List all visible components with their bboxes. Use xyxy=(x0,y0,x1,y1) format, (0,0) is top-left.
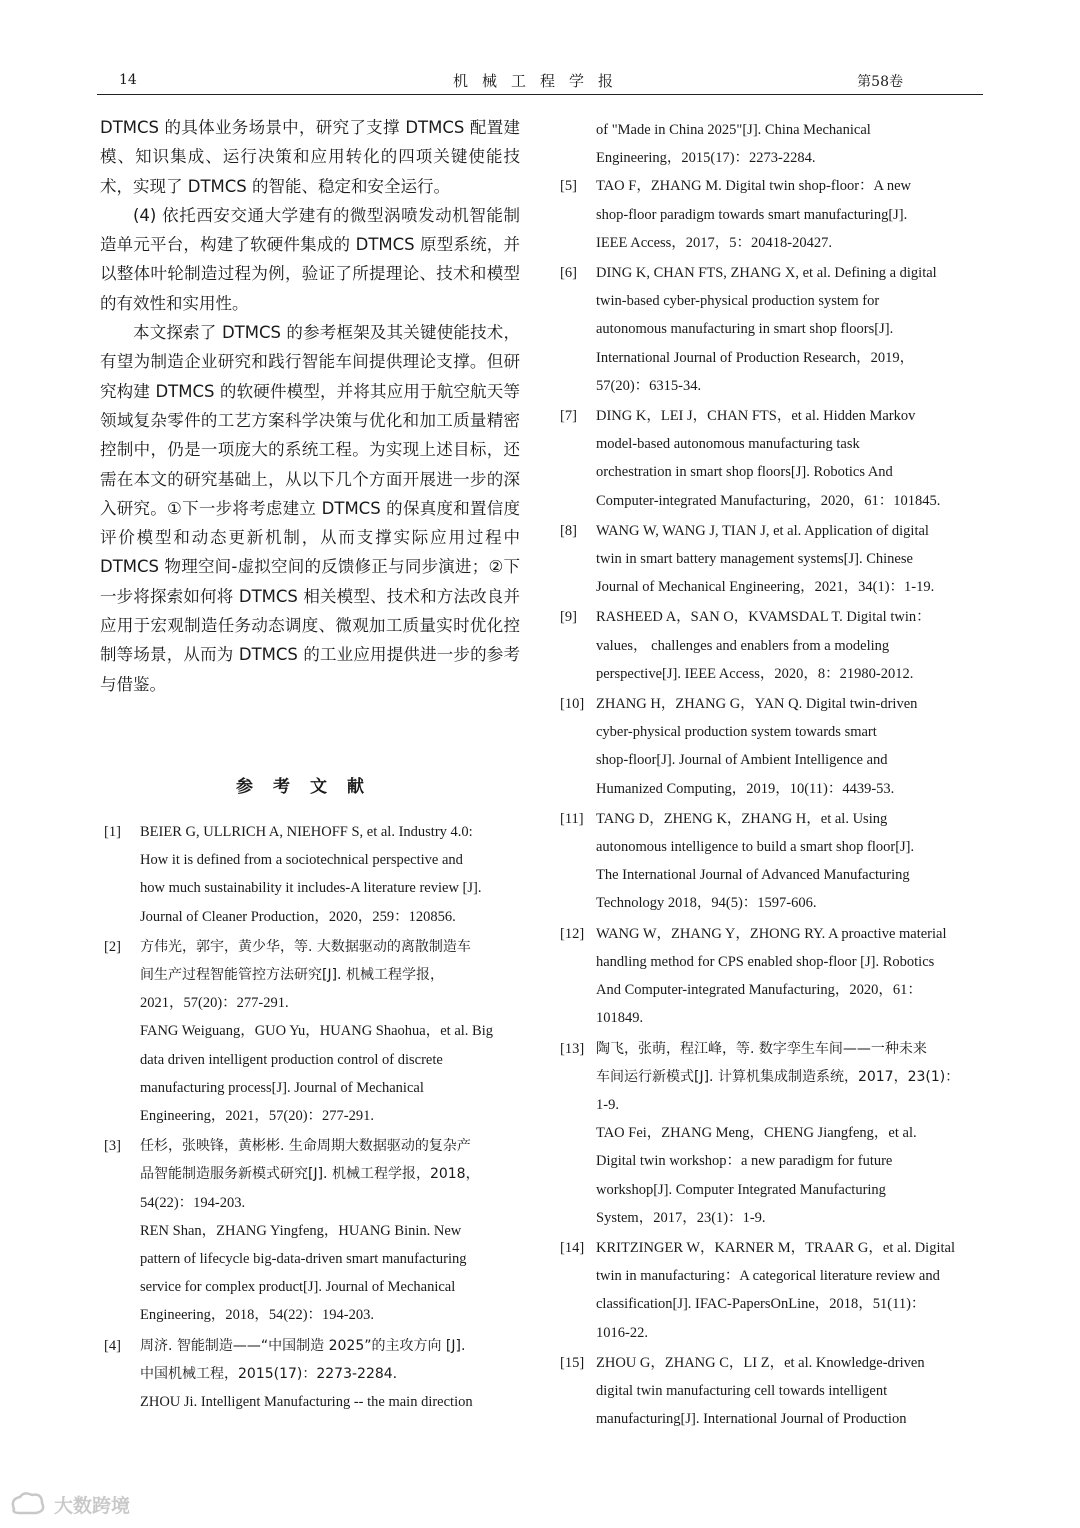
reference-line: pattern of lifecycle big-data-driven smart manufacturing xyxy=(140,1251,467,1268)
reference-line: data driven intelligent production control of discrete xyxy=(140,1051,443,1068)
reference-number: [6] xyxy=(560,265,577,282)
reference-number: [8] xyxy=(560,522,577,539)
reference-number: [2] xyxy=(104,938,121,955)
reference-item xyxy=(560,1234,980,1347)
reference-item xyxy=(560,603,980,688)
reference-line: KRITZINGER W，KARNER M，TRAAR G，et al. Digital xyxy=(596,1239,955,1256)
body-text xyxy=(100,113,520,699)
paragraph: (4) 依托西安交通大学建有的微型涡喷发动机智能制造单元平台，构建了软硬件集成的 DTMCS 原型系统，并以整体叶轮制造过程为例，验证了所提理论、技术和模型的有效性和实用性。 xyxy=(100,205,520,313)
reference-line: 陶飞，张萌，程江峰，等. 数字孪生车间——一种未来 xyxy=(596,1040,927,1057)
references-heading: 参考文献 xyxy=(236,777,384,797)
reference-item xyxy=(104,933,522,1130)
reference-number: [7] xyxy=(560,408,577,425)
reference-line: Engineering，2018，54(22)：194-203. xyxy=(140,1307,374,1324)
reference-line: Journal of Cleaner Production，2020，259：120856. xyxy=(140,908,456,925)
reference-line: digital twin manufacturing cell towards intelligent xyxy=(596,1382,888,1399)
reference-line: service for complex product[J]. Journal of Mechanical xyxy=(140,1279,456,1296)
reference-line: twin-based cyber-physical production system for xyxy=(596,293,880,310)
reference-line: 品智能制造服务新模式研究[J]. 机械工程学报，2018， xyxy=(140,1166,480,1183)
reference-line: cyber-physical production system towards smart xyxy=(596,724,877,741)
volume-label: 第58卷 xyxy=(857,74,903,90)
reference-number: [10] xyxy=(560,696,585,713)
reference-line: System，2017，23(1)：1-9. xyxy=(596,1209,766,1226)
reference-item xyxy=(560,172,980,257)
reference-line: 1016-22. xyxy=(596,1324,648,1341)
reference-line: IEEE Access，2017，5：20418-20427. xyxy=(596,234,832,251)
reference-number: [13] xyxy=(560,1040,585,1057)
reference-line: WANG W, WANG J, TIAN J, et al. Application of digital xyxy=(596,522,929,539)
reference-line: 57(20)：6315-34. xyxy=(596,377,702,394)
reference-line: WANG W，ZHANG Y，ZHONG RY. A proactive material xyxy=(596,925,947,942)
reference-item xyxy=(560,920,980,1033)
reference-line: TAO F，ZHANG M. Digital twin shop-floor：A new xyxy=(596,178,911,195)
reference-line: shop-floor paradigm towards smart manufacturing[J]. xyxy=(596,206,908,223)
reference-line: 2021，57(20)：277-291. xyxy=(140,995,289,1012)
reference-line: FANG Weiguang，GUO Yu，HUANG Shaohua，et al. Big xyxy=(140,1023,493,1040)
reference-line: 周济. 智能制造——“中国制造 2025”的主攻方向 [J]. xyxy=(140,1337,466,1354)
reference-line: twin in smart battery management systems[J]. Chinese xyxy=(596,551,913,568)
watermark-text: 大数跨境 xyxy=(54,1494,131,1517)
page-header xyxy=(97,68,983,95)
reference-number: [9] xyxy=(560,609,577,626)
reference-item xyxy=(560,259,980,400)
reference-line: manufacturing process[J]. Journal of Mechanical xyxy=(140,1079,424,1096)
reference-line: workshop[J]. Computer Integrated Manufacturing xyxy=(596,1181,886,1198)
reference-item xyxy=(560,1035,980,1232)
reference-line: BEIER G, ULLRICH A, NIEHOFF S, et al. Industry 4.0: xyxy=(140,824,473,840)
reference-line: How it is defined from a sociotechnical perspective and xyxy=(140,852,463,869)
reference-number: [3] xyxy=(104,1138,121,1155)
reference-line: Engineering，2021，57(20)：277-291. xyxy=(140,1108,374,1125)
reference-line: 54(22)：194-203. xyxy=(140,1194,246,1211)
reference-number: [11] xyxy=(560,810,584,827)
reference-line: Humanized Computing，2019，10(11)：4439-53. xyxy=(596,780,895,797)
reference-line: 中国机械工程，2015(17)：2273-2284. xyxy=(140,1365,398,1382)
references-left-column xyxy=(104,818,522,1418)
reference-item xyxy=(560,1349,980,1434)
reference-item xyxy=(560,690,980,803)
reference-line: orchestration in smart shop floors[J]. Robotics And xyxy=(596,464,893,481)
reference-item xyxy=(560,402,980,515)
reference-item xyxy=(560,805,980,918)
references-right-column xyxy=(560,116,980,1435)
reference-number: [4] xyxy=(104,1337,121,1354)
reference-line: RASHEED A，SAN O，KVAMSDAL T. Digital twin： xyxy=(596,609,931,626)
reference-line: Journal of Mechanical Engineering，2021，34(1)：1-19. xyxy=(596,579,935,596)
reference-number: [14] xyxy=(560,1239,585,1256)
reference-line: 方伟光，郭宇，黄少华，等. 大数据驱动的离散制造车 xyxy=(140,938,471,955)
reference-line: The International Journal of Advanced Manufacturing xyxy=(596,867,910,884)
reference-line: 间生产过程智能管控方法研究[J]. 机械工程学报， xyxy=(140,967,444,984)
reference-line: TANG D，ZHENG K，ZHANG H，et al. Using xyxy=(596,810,888,827)
reference-number: [12] xyxy=(560,925,585,942)
reference-line: 101849. xyxy=(596,1010,644,1027)
reference-line: of "Made in China 2025"[J]. China Mechanical xyxy=(596,122,871,138)
reference-line: autonomous manufacturing in smart shop floors[J]. xyxy=(596,321,894,338)
watermark-logo-icon xyxy=(8,1489,48,1519)
reference-line: classification[J]. IFAC-PapersOnLine，2018，51(11)： xyxy=(596,1296,926,1313)
reference-item xyxy=(104,818,522,931)
reference-line: shop-floor[J]. Journal of Ambient Intelligence and xyxy=(596,752,888,769)
reference-line: Engineering，2015(17)：2273-2284. xyxy=(596,150,816,167)
page-number: 14 xyxy=(119,72,137,88)
reference-line: 车间运行新模式[J]. 计算机集成制造系统，2017，23(1)： xyxy=(596,1068,960,1085)
reference-line: how much sustainability it includes-A literature review [J]. xyxy=(140,880,482,897)
reference-line: ZHOU G，ZHANG C，LI Z，et al. Knowledge-driven xyxy=(596,1354,925,1371)
reference-line: And Computer-integrated Manufacturing，2020，61： xyxy=(596,982,922,999)
reference-number: [15] xyxy=(560,1354,585,1371)
reference-line: DING K，LEI J，CHAN FTS，et al. Hidden Markov xyxy=(596,408,916,425)
reference-line: values， challenges and enablers from a modeling xyxy=(596,637,890,654)
paragraph: 本文探索了 DTMCS 的参考框架及其关键使能技术，有望为制造企业研究和践行智能车间提供理论支撑。但研究构建 DTMCS 的软硬件模型，并将其应用于航空航天等领域复杂零件的工艺方案科学决策与优化和加工质量精密控制中，仍是一项庞大的系统工程。为实现上述目标，还需在本文的研究基础上，从以下几个方面开展进一步的深入研究。①下一步将考虑建立 DTMCS 的保真度和置信度评价模型和动态更新机制，从而支撑实际应用过程中 DTMCS 物理空间-虚拟空间的反馈修正与同步演进；②下一步将探索如何将 DTMCS 相关模型、技术和方法改良并应用于宏观制造任务动态调度、微观加工质量实时优化控制等场景，从而为 DTMCS 的工业应用提供进一步的参考与借鉴。 xyxy=(100,323,520,694)
reference-line: TAO Fei，ZHANG Meng，CHENG Jiangfeng，et al. xyxy=(596,1125,917,1142)
reference-item xyxy=(104,1332,522,1417)
reference-line: Digital twin workshop：a new paradigm for future xyxy=(596,1153,893,1170)
reference-item xyxy=(104,1132,522,1329)
reference-line: autonomous intelligence to build a smart shop floor[J]. xyxy=(596,839,915,856)
reference-line: model-based autonomous manufacturing task xyxy=(596,436,860,453)
reference-line: handling method for CPS enabled shop-floor [J]. Robotics xyxy=(596,953,935,970)
reference-line: twin in manufacturing：A categorical literature review and xyxy=(596,1268,940,1285)
reference-line: REN Shan，ZHANG Yingfeng，HUANG Binin. New xyxy=(140,1222,462,1239)
watermark xyxy=(8,1486,148,1522)
reference-continuation xyxy=(560,116,980,172)
reference-line: 1-9. xyxy=(596,1096,619,1113)
reference-line: DING K, CHAN FTS, ZHANG X, et al. Defining a digital xyxy=(596,265,937,282)
reference-number: [1] xyxy=(104,824,121,840)
journal-title: 机械工程学报 xyxy=(452,72,627,90)
paragraph: DTMCS 的具体业务场景中，研究了支撑 DTMCS 配置建模、知识集成、运行决策和应用转化的四项关键使能技术，实现了 DTMCS 的智能、稳定和安全运行。 xyxy=(100,118,520,196)
reference-line: perspective[J]. IEEE Access，2020，8：21980-2012. xyxy=(596,665,914,682)
reference-item xyxy=(560,517,980,602)
reference-line: ZHANG H，ZHANG G，YAN Q. Digital twin-driven xyxy=(596,696,918,713)
reference-number: [5] xyxy=(560,178,577,195)
reference-line: ZHOU Ji. Intelligent Manufacturing -- the main direction xyxy=(140,1394,473,1411)
reference-line: 任杉，张映锋，黄彬彬. 生命周期大数据驱动的复杂产 xyxy=(140,1138,471,1155)
reference-line: Technology 2018，94(5)：1597-606. xyxy=(596,895,817,912)
reference-line: International Journal of Production Research，2019， xyxy=(596,349,915,366)
reference-line: manufacturing[J]. International Journal of Production xyxy=(596,1411,907,1428)
reference-line: Computer-integrated Manufacturing，2020，61：101845. xyxy=(596,492,941,509)
